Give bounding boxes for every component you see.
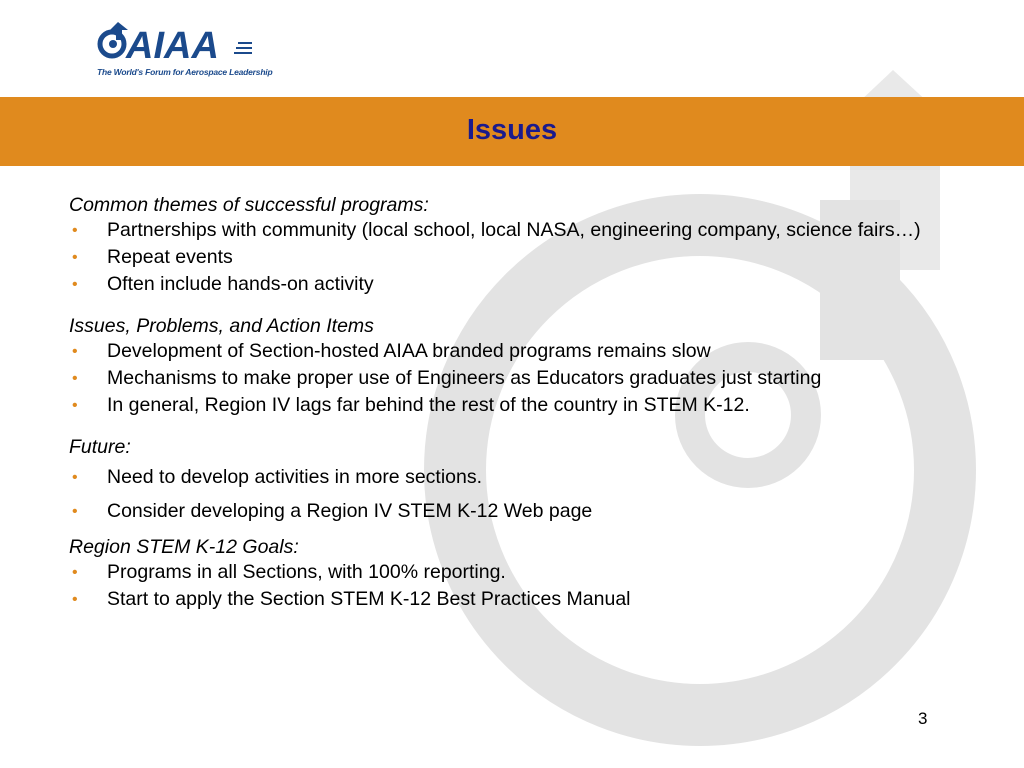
bullet-text: Mechanisms to make proper use of Engineers as Educators graduates just starting: [107, 367, 822, 389]
section-heading: Issues, Problems, and Action Items: [69, 315, 374, 337]
bullet-icon: •: [72, 276, 78, 293]
bullet-text: Repeat events: [107, 246, 233, 268]
bullet-item: [69, 247, 959, 268]
bullet-item: [69, 220, 959, 241]
bullet-list: [69, 562, 959, 610]
bullet-item: [69, 589, 959, 610]
bullet-list: [69, 341, 959, 416]
section-heading: Common themes of successful programs:: [69, 194, 429, 216]
logo-wordmark: AIAA: [126, 25, 219, 67]
bullet-item: [69, 274, 959, 295]
logo-tagline: The World's Forum for Aerospace Leadership: [97, 67, 273, 77]
bullet-item: [69, 467, 959, 488]
bullet-text: Need to develop activities in more sections.: [107, 466, 483, 488]
bullet-text: Development of Section-hosted AIAA branded programs remains slow: [107, 340, 711, 362]
bullet-item: [69, 368, 959, 389]
bullet-text: Programs in all Sections, with 100% reporting.: [107, 561, 506, 583]
page-number: 3: [918, 709, 928, 728]
bullet-icon: •: [72, 469, 78, 486]
bullet-text: Start to apply the Section STEM K-12 Best Practices Manual: [107, 588, 631, 610]
bullet-text: Consider developing a Region IV STEM K-12 Web page: [107, 500, 593, 522]
bullet-icon: •: [72, 564, 78, 581]
bullet-text: Partnerships with community (local school, local NASA, engineering company, science fairs…): [107, 219, 921, 241]
bullet-text: In general, Region IV lags far behind the rest of the country in STEM K-12.: [107, 394, 750, 416]
bullet-item: [69, 341, 959, 362]
slide-content: [69, 193, 959, 616]
section-goals: [69, 535, 959, 610]
bullet-list: [69, 220, 959, 295]
bullet-icon: •: [72, 591, 78, 608]
bullet-icon: •: [72, 249, 78, 266]
bullet-icon: •: [72, 343, 78, 360]
bullet-text: Often include hands-on activity: [107, 273, 374, 295]
slide-title: Issues: [466, 114, 558, 146]
section-common-themes: [69, 193, 959, 295]
section-issues: [69, 314, 959, 416]
bullet-icon: •: [72, 370, 78, 387]
bullet-item: [69, 395, 959, 416]
bullet-icon: •: [72, 503, 78, 520]
bullet-icon: •: [72, 397, 78, 414]
section-heading: Region STEM K-12 Goals:: [69, 536, 299, 558]
bullet-item: [69, 501, 959, 522]
bullet-icon: •: [72, 222, 78, 239]
section-future: [69, 435, 959, 522]
bullet-item: [69, 562, 959, 583]
section-heading: Future:: [69, 436, 131, 458]
bullet-list: [69, 467, 959, 522]
